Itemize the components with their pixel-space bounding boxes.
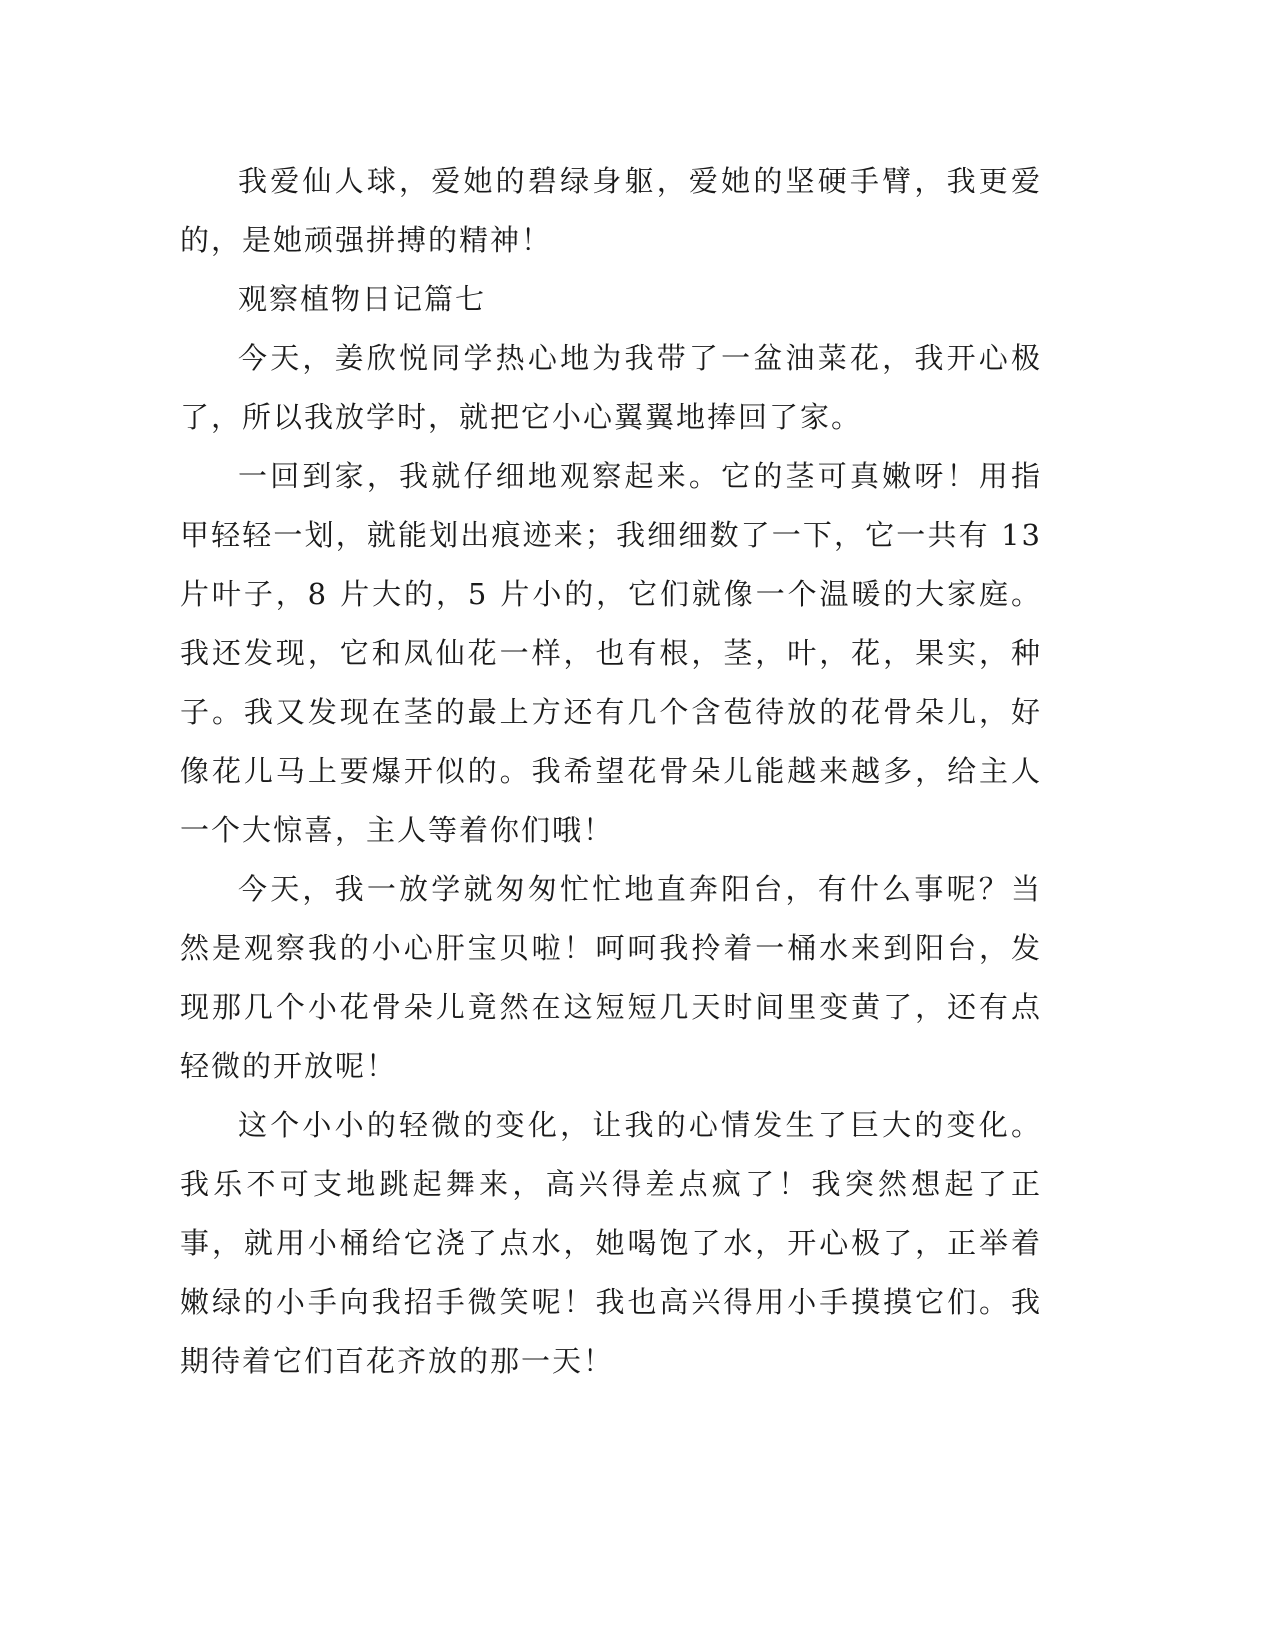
document-page <box>180 152 1042 1391</box>
paragraph-balcony: 今天，我一放学就匆匆忙忙地直奔阳台，有什么事呢？当然是观察我的小心肝宝贝啦！呵呵我拎着一桶水来到阳台，发现那几个小花骨朵儿竟然在这短短几天时间里变黄了，还有点轻微的开放呢！ <box>180 872 1042 1083</box>
paragraph-joy: 这个小小的轻微的变化，让我的心情发生了巨大的变化。我乐不可支地跳起舞来，高兴得差点疯了！我突然想起了正事，就用小桶给它浇了点水，她喝饱了水，开心极了，正举着嫩绿的小手向我招手微笑呢！我也高兴得用小手摸摸它们。我期待着它们百花齐放的那一天！ <box>180 1108 1042 1378</box>
paragraph-observation: 一回到家，我就仔细地观察起来。它的茎可真嫩呀！用指甲轻轻一划，就能划出痕迹来；我细细数了一下，它一共有 13 片叶子，8 片大的，5 片小的，它们就像一个温暖的大家庭。我还发现，它和凤仙花一样，也有根，茎，叶，花，果实，种子。我又发现在茎的最上方还有几个含苞待放的花骨朵儿，好像花儿马上要爆开似的。我希望花骨朵儿能越来越多，给主人一个大惊喜，主人等着你们哦！ <box>180 459 1042 847</box>
paragraph-received-flower: 今天，姜欣悦同学热心地为我带了一盆油菜花，我开心极了，所以我放学时，就把它小心翼翼地捧回了家。 <box>180 341 1042 434</box>
paragraph-cactus-conclusion: 我爱仙人球，爱她的碧绿身躯，爱她的坚硬手臂，我更爱的，是她顽强拼搏的精神！ <box>180 164 1042 257</box>
section-heading: 观察植物日记篇七 <box>238 282 487 316</box>
